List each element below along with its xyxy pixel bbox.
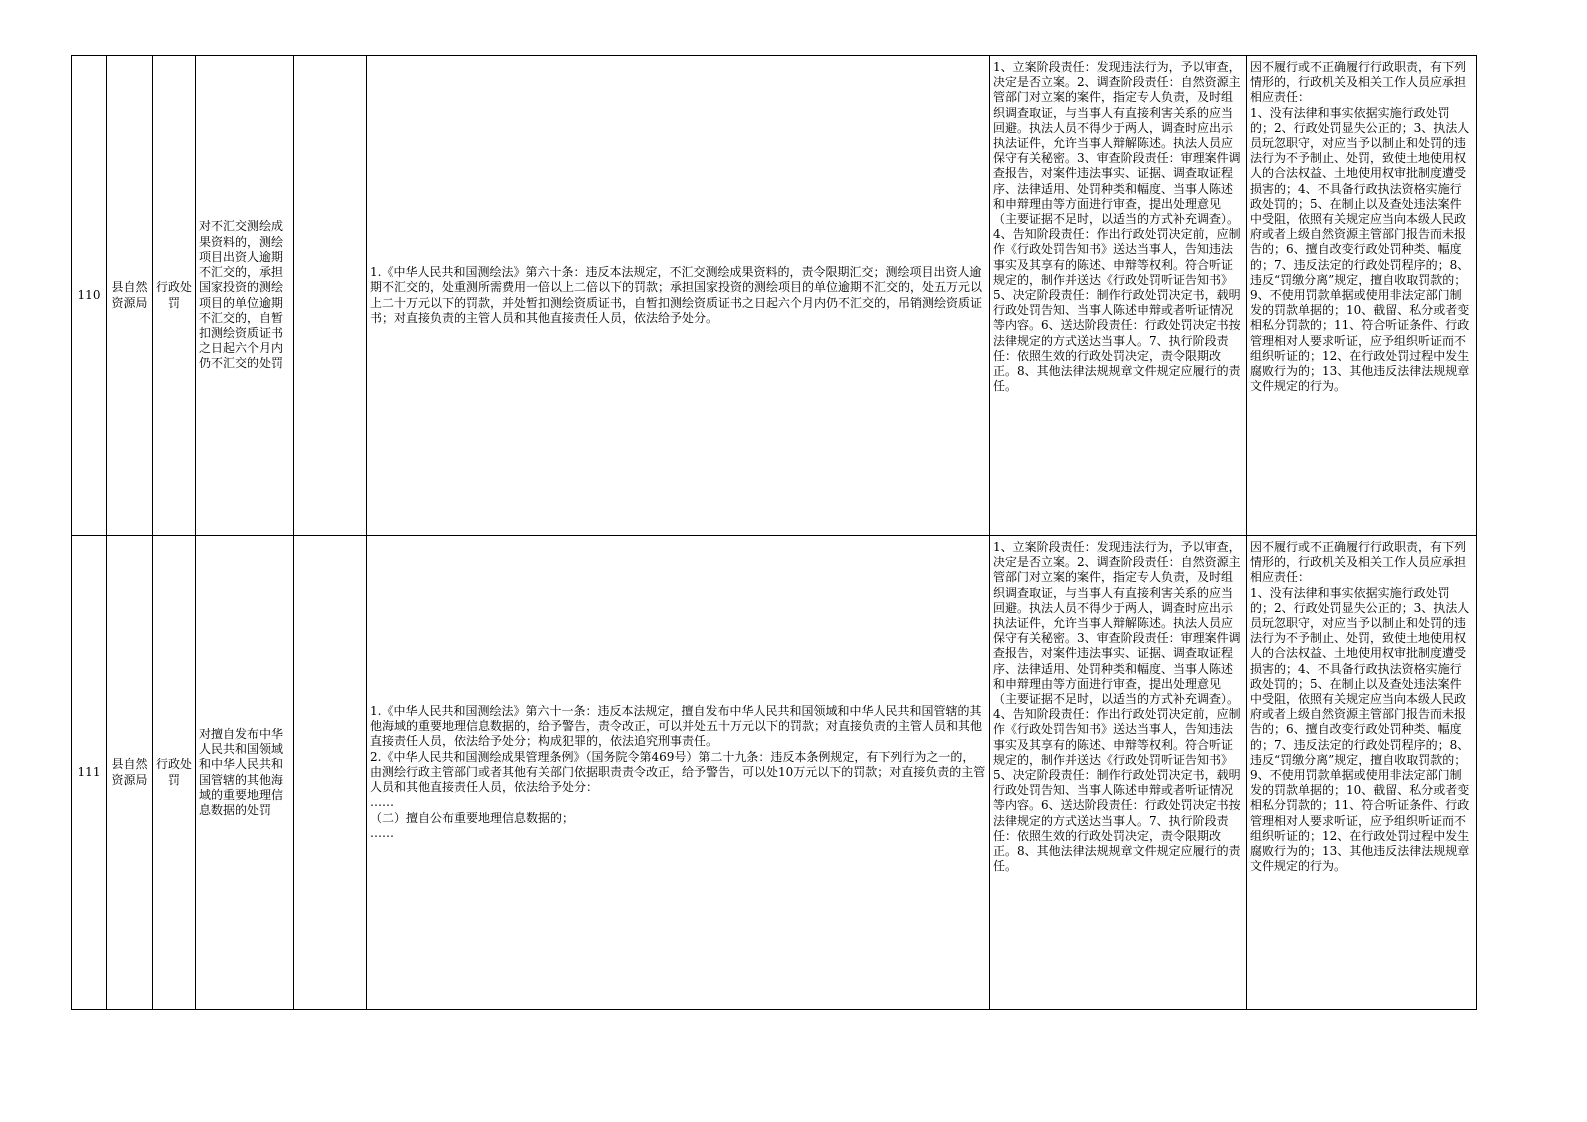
legal-basis-line: 2.《中华人民共和国测绘成果管理条例》（国务院令第469号）第二十九条：违反本条例规定，有下列行为之一的，由测绘行政主管部门或者其他有关部门依据职责责令改正，给予警告，可以处10万元以下的罚款；对直接负责的主管人员和其他直接责任人员，依法给予处分： bbox=[370, 749, 986, 795]
department-cell: 县自然资源局 bbox=[107, 536, 153, 1010]
table-row bbox=[72, 536, 1477, 1010]
department-cell: 县自然资源局 bbox=[107, 56, 153, 536]
legal-basis-line: …… bbox=[370, 795, 394, 810]
power-type-cell: 行政处罚 bbox=[153, 56, 196, 536]
legal-basis-line: 1.《中华人民共和国测绘法》第六十条：违反本法规定，不汇交测绘成果资料的，责令限期汇交；测绘项目出资人逾期不汇交的，处重测所需费用一倍以上二倍以下的罚款；承担国家投资的测绘项目的单位逾期不汇交的，处五万元以上二十万元以下的罚款，并处暂扣测绘资质证书，自暂扣测绘资质证书之日起六个月内仍不汇交的，吊销测绘资质证书；对直接负责的主管人员和其他直接责任人员，依法给予处分。 bbox=[370, 265, 983, 325]
legal-basis-line: …… bbox=[370, 825, 394, 840]
legal-basis-line: 1.《中华人民共和国测绘法》第六十一条：违反本法规定，擅自发布中华人民共和国领域和中华人民共和国管辖的其他海域的重要地理信息数据的，给予警告，责令改正，可以并处五十万元以下的罚款；对直接负责的主管人员和其他直接责任人员，依法给予处分；构成犯罪的，依法追究刑事责任。 bbox=[370, 704, 983, 749]
table-row bbox=[72, 56, 1477, 536]
power-list-table bbox=[71, 55, 1477, 1010]
row-number: 110 bbox=[72, 56, 107, 536]
item-name-cell: 对不汇交测绘成果资料的，测绘项目出资人逾期不汇交的，承担国家投资的测绘项目的单位逾期不汇交的，自暂扣测绘资质证书之日起六个月内仍不汇交的处罚 bbox=[196, 56, 294, 536]
legal-basis-cell bbox=[367, 536, 990, 1010]
item-name-cell: 对擅自发布中华人民共和国领域和中华人民共和国管辖的其他海域的重要地理信息数据的处罚 bbox=[196, 536, 294, 1010]
legal-basis-line: （二）擅自公布重要地理信息数据的； bbox=[370, 810, 575, 825]
empty-cell bbox=[294, 56, 367, 536]
responsibility-cell: 1、立案阶段责任：发现违法行为，予以审查，决定是否立案。2、调查阶段责任：自然资源主管部门对立案的案件，指定专人负责，及时组织调查取证，与当事人有直接利害关系的应当回避。执法人员不得少于两人，调查时应出示执法证件，允许当事人辩解陈述。执法人员应保守有关秘密。3、审查阶段责任：审理案件调查报告，对案件违法事实、证据、调查取证程序、法律适用、处罚种类和幅度、当事人陈述和申辩理由等方面进行审查，提出处理意见（主要证据不足时，以适当的方式补充调查）。4、告知阶段责任：作出行政处罚决定前，应制作《行政处罚告知书》送达当事人，告知违法事实及其享有的陈述、申辩等权利。符合听证规定的，制作并送达《行政处罚听证告知书》5、决定阶段责任：制作行政处罚决定书，载明行政处罚告知、当事人陈述申辩或者听证情况等内容。6、送达阶段责任：行政处罚决定书按法律规定的方式送达当事人。7、执行阶段责任：依照生效的行政处罚决定，责令限期改正。8、其他法律法规规章文件规定应履行的责任。 bbox=[990, 536, 1247, 1010]
accountability-cell: 因不履行或不正确履行行政职责，有下列情形的，行政机关及相关工作人员应承担相应责任： 1、没有法律和事实依据实施行政处罚的；2、行政处罚显失公正的；3、执法人员玩忽职守，对应当予以制止和处罚的违法行为不予制止、处罚，致使土地使用权人的合法权益、土地使用权审批制度遭受损害的；4、不具备行政执法资格实施行政处罚的；5、在制止以及查处违法案件中受阻，依照有关规定应当向本级人民政府或者上级自然资源主管部门报告而未报告的；6、擅自改变行政处罚种类、幅度的；7、违反法定的行政处罚程序的；8、违反“罚缴分离”规定，擅自收取罚款的；9、不使用罚款单据或使用非法定部门制发的罚款单据的；10、截留、私分或者变相私分罚款的；11、符合听证条件、行政管理相对人要求听证，应予组织听证而不组织听证的；12、在行政处罚过程中发生腐败行为的；13、其他违反法律法规规章文件规定的行为。 bbox=[1247, 56, 1477, 536]
legal-basis-cell bbox=[367, 56, 990, 536]
empty-cell bbox=[294, 536, 367, 1010]
power-type-cell: 行政处罚 bbox=[153, 536, 196, 1010]
row-number: 111 bbox=[72, 536, 107, 1010]
responsibility-cell: 1、立案阶段责任：发现违法行为，予以审查，决定是否立案。2、调查阶段责任：自然资源主管部门对立案的案件，指定专人负责，及时组织调查取证，与当事人有直接利害关系的应当回避。执法人员不得少于两人，调查时应出示执法证件，允许当事人辩解陈述。执法人员应保守有关秘密。3、审查阶段责任：审理案件调查报告，对案件违法事实、证据、调查取证程序、法律适用、处罚种类和幅度、当事人陈述和申辩理由等方面进行审查，提出处理意见（主要证据不足时，以适当的方式补充调查）。4、告知阶段责任：作出行政处罚决定前，应制作《行政处罚告知书》送达当事人，告知违法事实及其享有的陈述、申辩等权利。符合听证规定的，制作并送达《行政处罚听证告知书》5、决定阶段责任：制作行政处罚决定书，载明行政处罚告知、当事人陈述申辩或者听证情况等内容。6、送达阶段责任：行政处罚决定书按法律规定的方式送达当事人。7、执行阶段责任：依照生效的行政处罚决定，责令限期改正。8、其他法律法规规章文件规定应履行的责任。 bbox=[990, 56, 1247, 536]
accountability-cell: 因不履行或不正确履行行政职责，有下列情形的，行政机关及相关工作人员应承担相应责任： 1、没有法律和事实依据实施行政处罚的；2、行政处罚显失公正的；3、执法人员玩忽职守，对应当予以制止和处罚的违法行为不予制止、处罚，致使土地使用权人的合法权益、土地使用权审批制度遭受损害的；4、不具备行政执法资格实施行政处罚的；5、在制止以及查处违法案件中受阻，依照有关规定应当向本级人民政府或者上级自然资源主管部门报告而未报告的；6、擅自改变行政处罚种类、幅度的；7、违反法定的行政处罚程序的；8、违反“罚缴分离”规定，擅自收取罚款的；9、不使用罚款单据或使用非法定部门制发的罚款单据的；10、截留、私分或者变相私分罚款的；11、符合听证条件、行政管理相对人要求听证，应予组织听证而不组织听证的；12、在行政处罚过程中发生腐败行为的；13、其他违反法律法规规章文件规定的行为。 bbox=[1247, 536, 1477, 1010]
